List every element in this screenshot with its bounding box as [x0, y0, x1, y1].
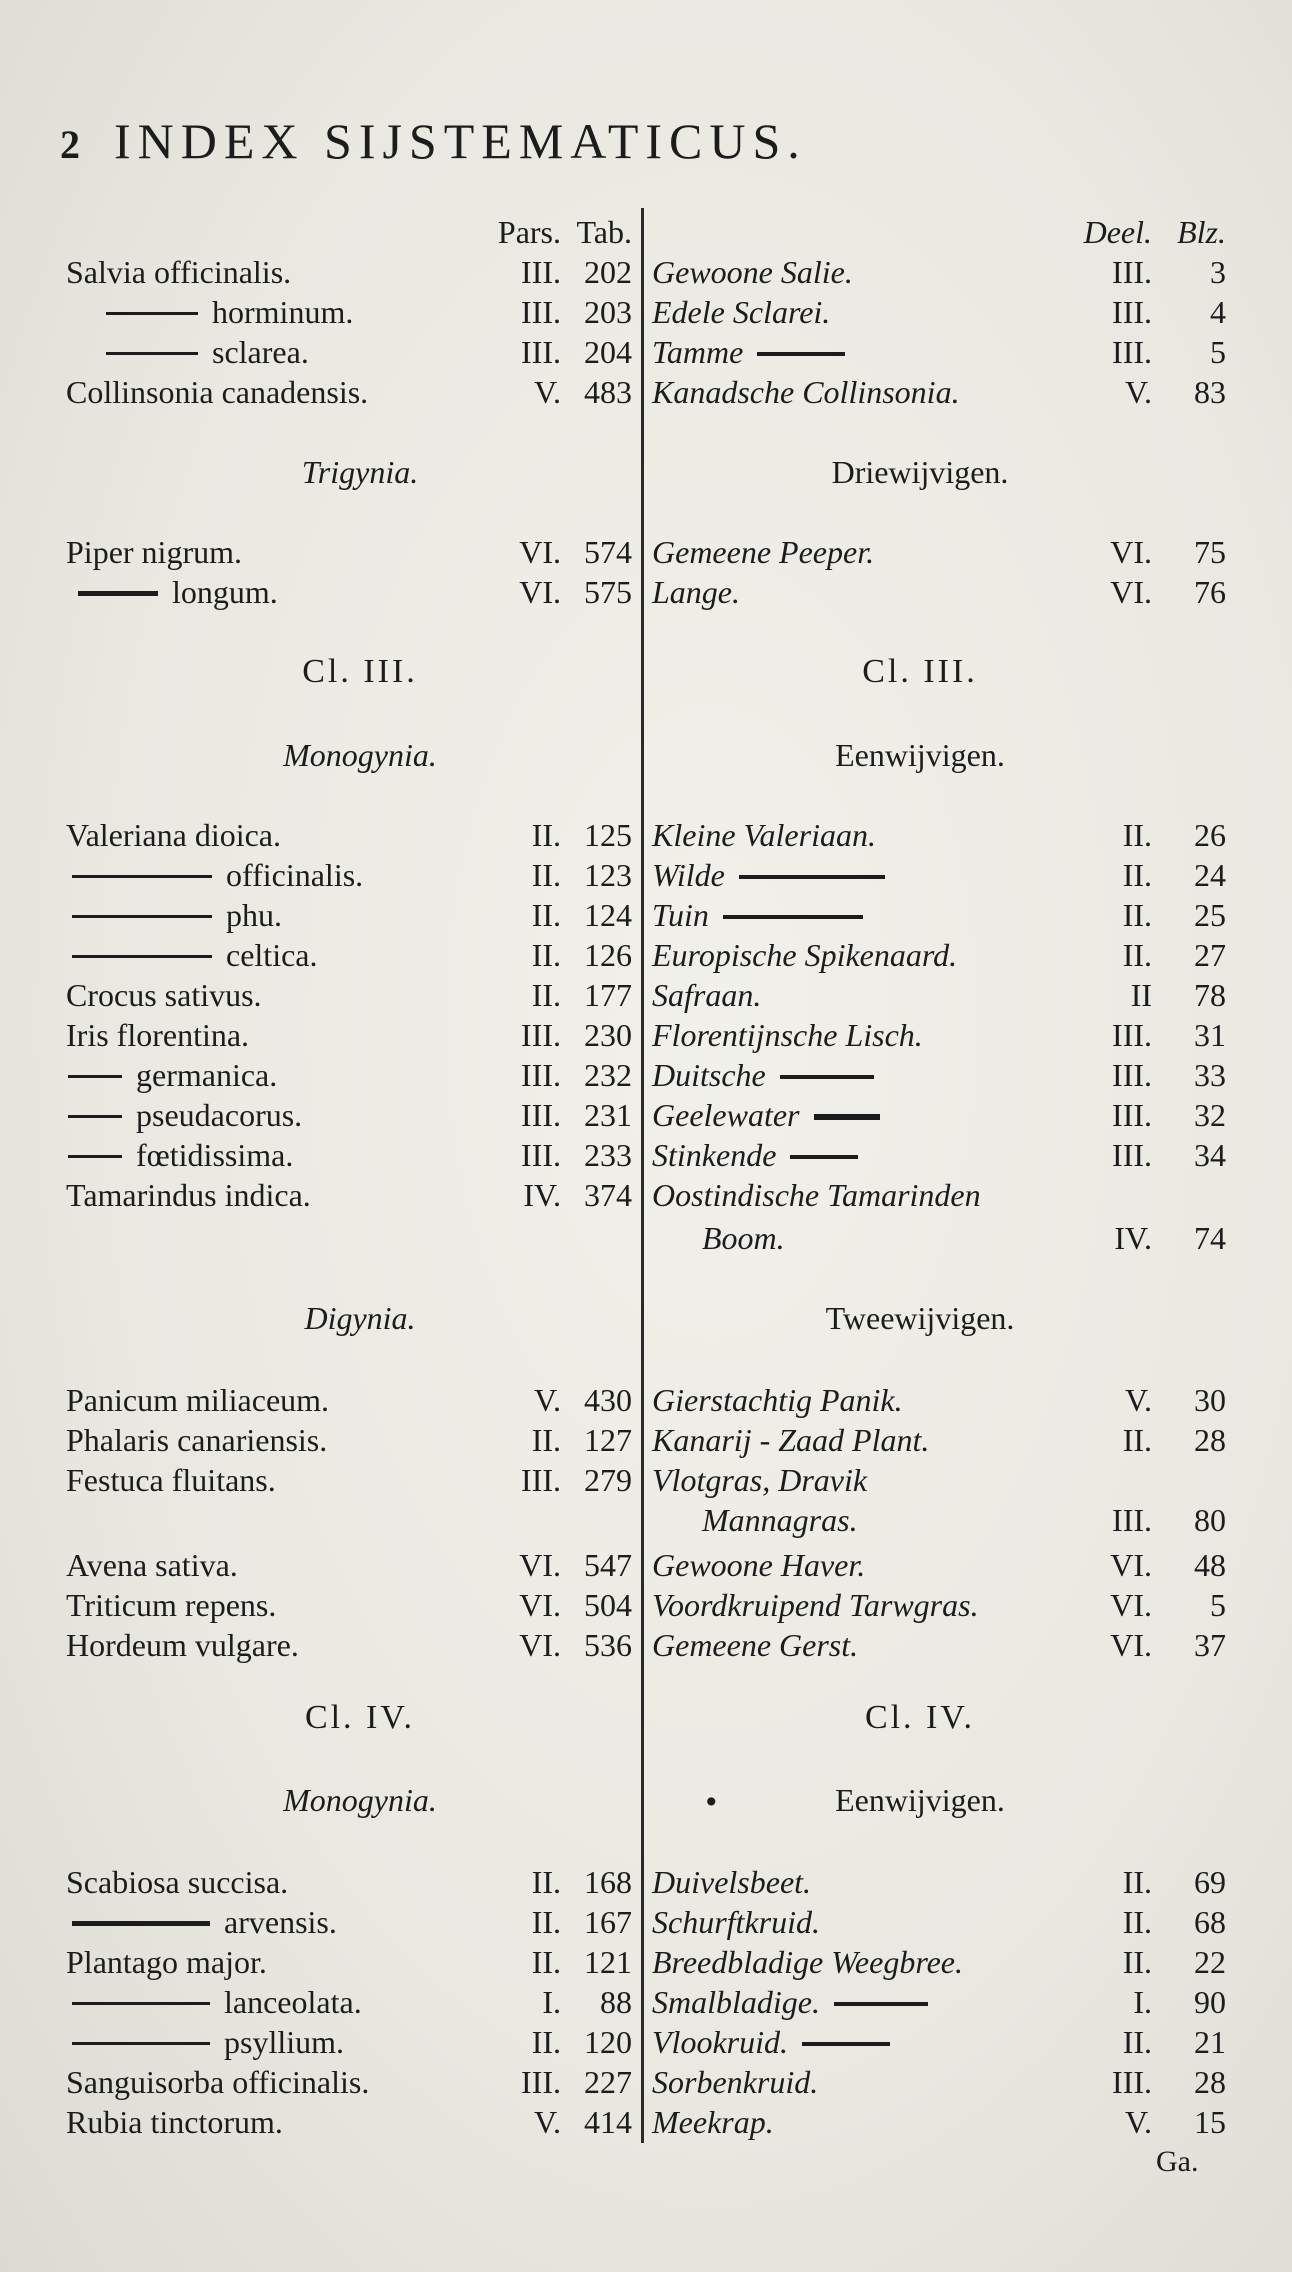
dutch-name: Duivelsbeet. [652, 1864, 812, 1900]
pars-value: II. [531, 1904, 561, 1940]
table-row [66, 1095, 1226, 1135]
blz-value: 74 [1194, 1220, 1226, 1256]
pars-value: VI. [519, 1547, 561, 1583]
dutch-name: Sorbenkruid. [652, 2064, 819, 2100]
pars-value: IV. [523, 1177, 561, 1213]
blz-value: 69 [1194, 1864, 1226, 1900]
deel-value: II. [1122, 857, 1152, 893]
tab-value: 536 [584, 1627, 632, 1663]
ditto-dash [802, 2042, 890, 2046]
deel-value: II. [1122, 1944, 1152, 1980]
tab-value: 547 [584, 1547, 632, 1583]
tab-value: 279 [584, 1462, 632, 1498]
table-row [66, 1380, 1226, 1420]
table-row [66, 1500, 1226, 1540]
tab-value: 121 [584, 1944, 632, 1980]
blz-value: 75 [1194, 534, 1226, 570]
deel-value: VI. [1110, 1587, 1152, 1623]
col-tab: Tab. [576, 214, 632, 250]
ditto-dash [106, 352, 198, 355]
ditto-dash [834, 2002, 928, 2006]
dutch-name: Wilde [652, 855, 885, 895]
dutch-name: Meekrap. [652, 2104, 774, 2140]
dutch-name: Duitsche [652, 1055, 874, 1095]
ditto-dash [72, 955, 212, 958]
table-row [66, 1902, 1226, 1942]
tab-value: 120 [584, 2024, 632, 2060]
pars-value: VI. [519, 1627, 561, 1663]
table-row [66, 2102, 1226, 2142]
deel-value: VI. [1110, 1547, 1152, 1583]
blz-value: 28 [1194, 2064, 1226, 2100]
tab-value: 168 [584, 1864, 632, 1900]
dutch-name: Boom. [702, 1220, 785, 1256]
deel-value: III. [1112, 1057, 1152, 1093]
latin-name: Collinsonia canadensis. [66, 374, 369, 410]
dutch-name: Lange. [652, 574, 740, 610]
latin-name: lanceolata. [72, 1982, 362, 2022]
pars-value: II. [531, 897, 561, 933]
class-heading-right: Cl. IV. [864, 1699, 976, 1736]
pars-value: V. [534, 374, 561, 410]
section-heading-driewijvigen: Driewijvigen. [831, 454, 1009, 490]
table-row [66, 1982, 1226, 2022]
latin-name: phu. [72, 895, 282, 935]
latin-name: Piper nigrum. [66, 534, 242, 570]
dutch-name: Stinkende [652, 1135, 858, 1175]
pars-value: III. [521, 1057, 561, 1093]
latin-name: Iris florentina. [66, 1017, 250, 1053]
deel-value: III. [1112, 1017, 1152, 1053]
blz-value: 4 [1210, 294, 1226, 330]
latin-name: celtica. [72, 935, 317, 975]
pars-value: II. [531, 1864, 561, 1900]
catchword: Ga. [1156, 2145, 1199, 2178]
dutch-name: Gemeene Peeper. [652, 534, 875, 570]
latin-name: arvensis. [72, 1902, 337, 1942]
dutch-name: Oostindische Tamarinden [652, 1177, 981, 1213]
table-row [66, 1015, 1226, 1055]
tab-value: 204 [584, 334, 632, 370]
ditto-dash [780, 1075, 874, 1079]
blz-value: 37 [1194, 1627, 1226, 1663]
table-row [66, 975, 1226, 1015]
dutch-name: Gewoone Salie. [652, 254, 853, 290]
deel-value: I. [1133, 1984, 1152, 2020]
class-heading-left: Cl. IV. [304, 1699, 416, 1736]
blz-value: 24 [1194, 857, 1226, 893]
latin-name: Triticum repens. [66, 1587, 277, 1623]
tab-value: 231 [584, 1097, 632, 1133]
dutch-name: Tamme [652, 332, 845, 372]
pars-value: II. [531, 817, 561, 853]
dutch-name: Kanarij - Zaad Plant. [652, 1422, 930, 1458]
section-heading-trigynia: Trigynia. [301, 454, 419, 490]
col-pars: Pars. [497, 214, 561, 250]
tab-value: 227 [584, 2064, 632, 2100]
latin-name: pseudacorus. [68, 1095, 302, 1135]
blz-value: 27 [1194, 937, 1226, 973]
tab-value: 430 [584, 1382, 632, 1418]
page-header [60, 112, 1160, 182]
latin-name: germanica. [68, 1055, 277, 1095]
pars-value: V. [534, 2104, 561, 2140]
table-row [66, 572, 1226, 612]
section-heading-eenwijvigen: Eenwijvigen. [835, 737, 1005, 773]
ditto-dash [72, 875, 212, 878]
section-heading-eenwijvigen: Eenwijvigen. [835, 1782, 1005, 1818]
tab-value: 123 [584, 857, 632, 893]
tab-value: 127 [584, 1422, 632, 1458]
bullet-mark: • [703, 1786, 720, 1819]
tab-value: 167 [584, 1904, 632, 1940]
table-row [66, 2062, 1226, 2102]
ditto-dash [68, 1155, 122, 1158]
deel-value: II. [1122, 2024, 1152, 2060]
deel-value: III. [1112, 1137, 1152, 1173]
tab-value: 202 [584, 254, 632, 290]
ditto-dash [723, 915, 863, 919]
section-heading-monogynia: Monogynia. [283, 737, 437, 773]
table-row [66, 532, 1226, 572]
pars-value: II. [531, 977, 561, 1013]
blz-value: 33 [1194, 1057, 1226, 1093]
latin-name: Crocus sativus. [66, 977, 262, 1013]
ditto-dash [790, 1155, 858, 1159]
dutch-name: Europische Spikenaard. [652, 937, 958, 973]
deel-value: II. [1122, 1904, 1152, 1940]
dutch-name: Breedbladige Weegbree. [652, 1944, 963, 1980]
blz-value: 80 [1194, 1502, 1226, 1538]
table-row [66, 1585, 1226, 1625]
section-heading-monogynia: Monogynia. [283, 1782, 437, 1818]
dutch-name: Safraan. [652, 977, 762, 1013]
table-row [66, 895, 1226, 935]
ditto-dash [72, 2042, 210, 2045]
ditto-dash [68, 1075, 122, 1078]
dutch-name: Vlotgras, Dravik [652, 1462, 868, 1498]
pars-value: III. [521, 1137, 561, 1173]
latin-name: Salvia officinalis. [66, 254, 292, 290]
deel-value: V. [1125, 374, 1152, 410]
dutch-name: Geelewater [652, 1095, 880, 1135]
pars-value: III. [521, 1017, 561, 1053]
section-heading-digynia: Digynia. [304, 1300, 416, 1336]
tab-value: 230 [584, 1017, 632, 1053]
blz-value: 32 [1194, 1097, 1226, 1133]
deel-value: V. [1125, 2104, 1152, 2140]
pars-value: I. [542, 1984, 561, 2020]
deel-value: IV. [1114, 1220, 1152, 1256]
dutch-name: Smalbladige. [652, 1982, 928, 2022]
table-row [66, 1545, 1226, 1585]
table-row [66, 1175, 1226, 1215]
col-deel: Deel. [1083, 214, 1152, 250]
pars-value: V. [534, 1382, 561, 1418]
table-row [66, 332, 1226, 372]
table-row [66, 372, 1226, 412]
latin-name: Tamarindus indica. [66, 1177, 311, 1213]
ditto-dash [72, 1921, 210, 1926]
latin-name: Valeriana dioica. [66, 817, 281, 853]
dutch-name: Voordkruipend Tarwgras. [652, 1587, 979, 1623]
blz-value: 31 [1194, 1017, 1226, 1053]
deel-value: II. [1122, 897, 1152, 933]
blz-value: 22 [1194, 1944, 1226, 1980]
deel-value: III. [1112, 1502, 1152, 1538]
pars-value: III. [521, 294, 561, 330]
pars-value: III. [521, 1462, 561, 1498]
table-row [66, 1460, 1226, 1500]
latin-name: psyllium. [72, 2022, 344, 2062]
deel-value: II. [1122, 1422, 1152, 1458]
dutch-name: Schurftkruid. [652, 1904, 820, 1940]
deel-value: II. [1122, 817, 1152, 853]
dutch-name: Tuin [652, 895, 863, 935]
deel-value: VI. [1110, 574, 1152, 610]
deel-value: III. [1112, 294, 1152, 330]
ditto-dash [72, 2002, 210, 2005]
pars-value: III. [521, 334, 561, 370]
column-header-row [66, 212, 1226, 252]
table-row [66, 1135, 1226, 1175]
ditto-dash [757, 352, 845, 356]
blz-value: 90 [1194, 1984, 1226, 2020]
blz-value: 25 [1194, 897, 1226, 933]
deel-value: II. [1122, 1864, 1152, 1900]
table-row [66, 292, 1226, 332]
blz-value: 30 [1194, 1382, 1226, 1418]
latin-name: horminum. [106, 292, 353, 332]
blz-value: 3 [1210, 254, 1226, 290]
tab-value: 483 [584, 374, 632, 410]
latin-name: fœtidissima. [68, 1135, 293, 1175]
latin-name: Panicum miliaceum. [66, 1382, 330, 1418]
pars-value: II. [531, 1422, 561, 1458]
table-row [66, 252, 1226, 292]
tab-value: 374 [584, 1177, 632, 1213]
tab-value: 124 [584, 897, 632, 933]
blz-value: 83 [1194, 374, 1226, 410]
tab-value: 233 [584, 1137, 632, 1173]
blz-value: 78 [1194, 977, 1226, 1013]
latin-name: officinalis. [72, 855, 363, 895]
table-row [66, 855, 1226, 895]
deel-value: VI. [1110, 534, 1152, 570]
pars-value: VI. [519, 1587, 561, 1623]
tab-value: 177 [584, 977, 632, 1013]
blz-value: 48 [1194, 1547, 1226, 1583]
latin-name: Sanguisorba officinalis. [66, 2064, 370, 2100]
pars-value: III. [521, 2064, 561, 2100]
blz-value: 26 [1194, 817, 1226, 853]
ditto-dash [814, 1114, 880, 1120]
dutch-name: Kleine Valeriaan. [652, 817, 876, 853]
latin-name: Scabiosa succisa. [66, 1864, 289, 1900]
latin-name: Phalaris canariensis. [66, 1422, 328, 1458]
class-heading-right: Cl. III. [862, 653, 978, 690]
ditto-dash [106, 312, 198, 315]
page-number: 2 [60, 122, 80, 167]
ditto-dash [78, 591, 158, 596]
blz-value: 15 [1194, 2104, 1226, 2140]
pars-value: VI. [519, 574, 561, 610]
blz-value: 21 [1194, 2024, 1226, 2060]
dutch-name: Kanadsche Collinsonia. [652, 374, 960, 410]
tab-value: 504 [584, 1587, 632, 1623]
dutch-name: Gierstachtig Panik. [652, 1382, 903, 1418]
tab-value: 88 [600, 1984, 632, 2020]
table-row [66, 1625, 1226, 1665]
deel-value: II. [1122, 937, 1152, 973]
blz-value: 28 [1194, 1422, 1226, 1458]
blz-value: 68 [1194, 1904, 1226, 1940]
tab-value: 574 [584, 534, 632, 570]
dutch-name: Vlookruid. [652, 2022, 890, 2062]
pars-value: III. [521, 254, 561, 290]
pars-value: II. [531, 857, 561, 893]
latin-name: Plantago major. [66, 1944, 267, 1980]
table-row [66, 2022, 1226, 2062]
col-blz: Blz. [1177, 214, 1226, 250]
ditto-dash [739, 875, 885, 879]
table-row [66, 1420, 1226, 1460]
dutch-name: Gemeene Gerst. [652, 1627, 859, 1663]
page-title: INDEX SIJSTEMATICUS. [114, 113, 807, 169]
table-row [66, 815, 1226, 855]
blz-value: 5 [1210, 1587, 1226, 1623]
deel-value: II [1130, 977, 1152, 1013]
deel-value: III. [1112, 1097, 1152, 1133]
latin-name: Avena sativa. [66, 1547, 238, 1583]
deel-value: III. [1112, 334, 1152, 370]
blz-value: 76 [1194, 574, 1226, 610]
dutch-name: Mannagras. [702, 1502, 858, 1538]
pars-value: II. [531, 937, 561, 973]
pars-value: II. [531, 2024, 561, 2060]
table-row [66, 1055, 1226, 1095]
latin-name: Rubia tinctorum. [66, 2104, 283, 2140]
dutch-name: Florentijnsche Lisch. [652, 1017, 923, 1053]
tab-value: 203 [584, 294, 632, 330]
ditto-dash [68, 1115, 122, 1118]
tab-value: 126 [584, 937, 632, 973]
latin-name: sclarea. [106, 332, 309, 372]
tab-value: 232 [584, 1057, 632, 1093]
pars-value: VI. [519, 534, 561, 570]
pars-value: III. [521, 1097, 561, 1133]
tab-value: 575 [584, 574, 632, 610]
dutch-name: Edele Sclarei. [652, 294, 831, 330]
deel-value: V. [1125, 1382, 1152, 1418]
section-heading-tweewijvigen: Tweewijvigen. [825, 1300, 1015, 1336]
latin-name: longum. [78, 572, 278, 612]
ditto-dash [72, 915, 212, 918]
table-row [66, 1218, 1226, 1258]
deel-value: VI. [1110, 1627, 1152, 1663]
table-row [66, 935, 1226, 975]
table-row [66, 1942, 1226, 1982]
pars-value: II. [531, 1944, 561, 1980]
dutch-name: Gewoone Haver. [652, 1547, 866, 1583]
blz-value: 5 [1210, 334, 1226, 370]
latin-name: Festuca fluitans. [66, 1462, 276, 1498]
table-row [66, 1862, 1226, 1902]
tab-value: 414 [584, 2104, 632, 2140]
deel-value: III. [1112, 2064, 1152, 2100]
tab-value: 125 [584, 817, 632, 853]
blz-value: 34 [1194, 1137, 1226, 1173]
class-heading-left: Cl. III. [302, 653, 418, 690]
latin-name: Hordeum vulgare. [66, 1627, 299, 1663]
deel-value: III. [1112, 254, 1152, 290]
